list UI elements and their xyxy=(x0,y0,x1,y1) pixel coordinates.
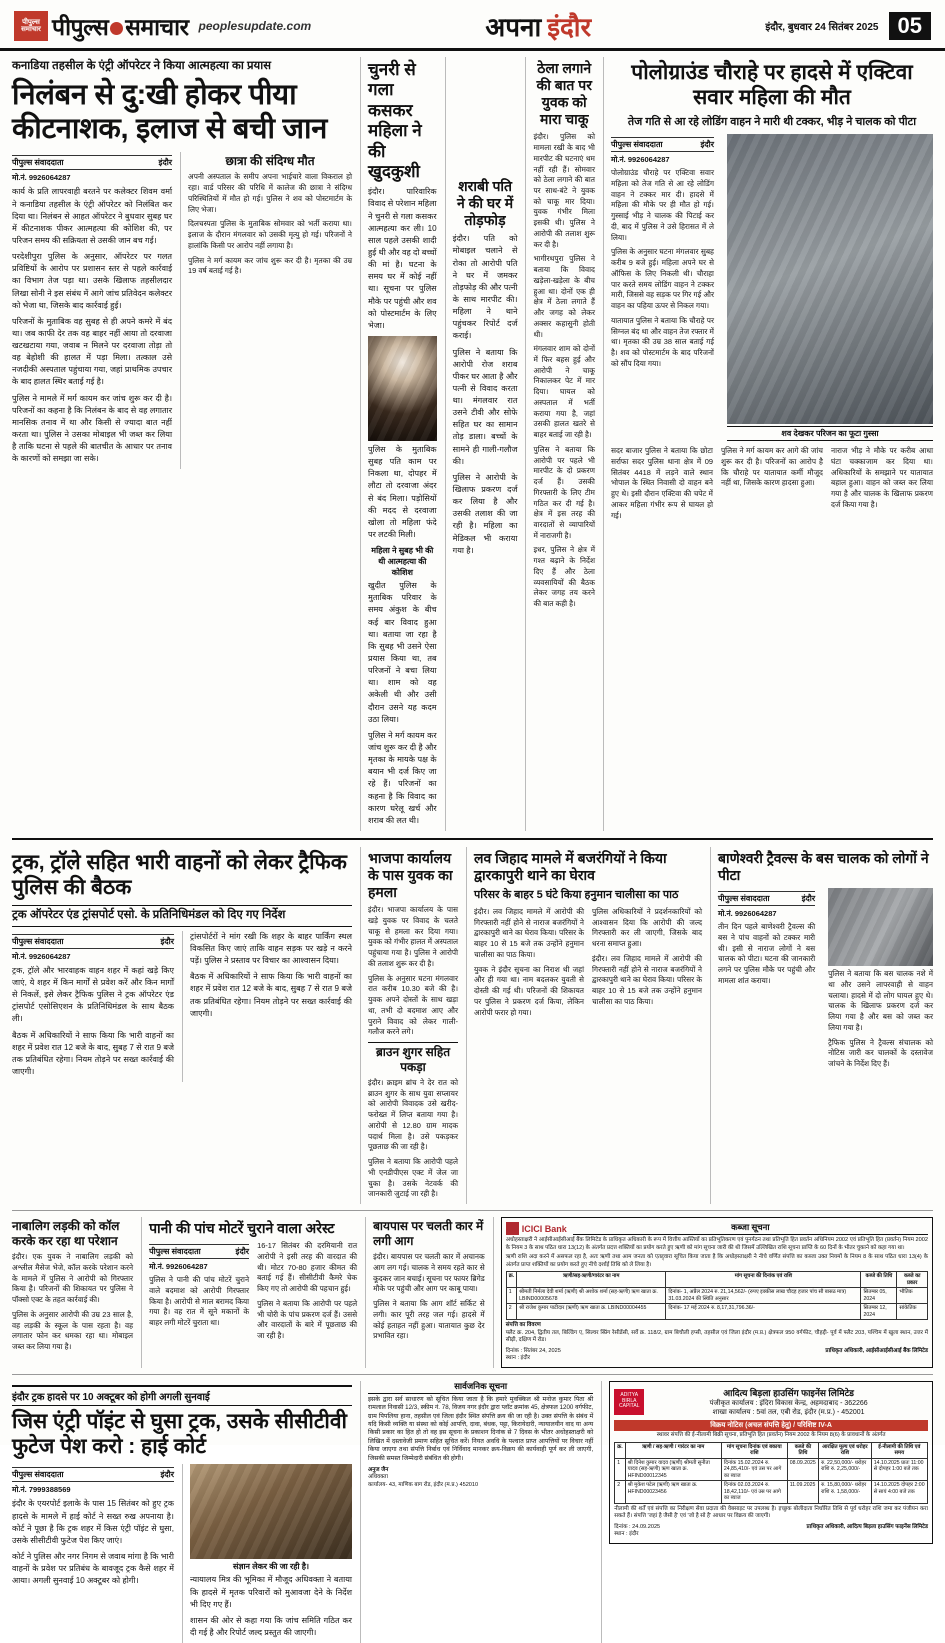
aditya-r0c3: 08.09.2025 xyxy=(787,1458,818,1481)
chunari-para-3: खुदीत पुलिस के मुताबिक परिवार के समय अंकुश के बीच कई बार विवाद हुआ था। बताया जा रहा है कि सुबह भी उसने ऐसा प्रयास किया था, तब परिजनों ने बचा लिया था। शाम को वह अकेली थी और उसी दौरान उसने यह कदम उठा लिया। xyxy=(368,581,437,724)
motor-col-1 xyxy=(149,1241,249,1346)
fourth-section xyxy=(12,1381,933,1643)
aditya-place: स्थान : इंदौर xyxy=(614,1531,639,1538)
aditya-r1c5: 14.10.2025 दोपहर 2:00 से सायं 4:00 बजे तक xyxy=(871,1481,927,1504)
aditya-r0c0: 1 xyxy=(615,1458,625,1481)
lead-para-2: परदेशीपुरा पुलिस के अनुसार, ऑपरेटर पर गलत प्रविष्टियों के आरोप पर प्रशासन स्तर से पहले कार्रवाई का विभाग तेज पड़ा था। उसके खिलाफ तहसीलदार लिखा सोनी ने इस संबंध में आगे जांच प्रतिवेदन कलेक्टर को भेजा था, जिसके बाद कार्रवाई हुई। xyxy=(12,252,173,310)
ad-public-notice xyxy=(360,1381,593,1643)
travels-columns xyxy=(718,888,933,1074)
sharabi-para-1: इंदौर। पति को मोबाइल चलाने से रोका तो आरोपी पति ने घर में जमकर तोड़फोड़ की और पत्नी के साथ मारपीट की। महिला ने थाने पहुंचकर रिपोर्ट दर्ज कराई। xyxy=(452,234,518,341)
icici-signature: प्राधिकृत अधिकारी, आईसीआईसीआई बैंक लिमिटेड xyxy=(825,1347,928,1354)
icici-r0c4: भौतिक xyxy=(897,1288,928,1304)
section-divider-2 xyxy=(12,1210,933,1211)
minor-headline: नाबालिग लड़की को कॉल करके कर रहा था परेशान xyxy=(12,1219,120,1249)
icici-property-text: फ्लैट क्र. 204, द्वितीय तल, बिल्डिंग ए, सिल्वर स्प्रिंग रेसीडेंसी, सर्वे क्र. 118/2, ग्राम बिचौली हप्सी, तहसील एवं जिला इंदौर (म.प्र.) क्षेत्रफल 950 वर्गफीट, चौहद्दी- पूर्व में फ्लैट 203, पश्चिम में खुला स्थान, उत्तर में सीढ़ी, दक्षिण में रोड। xyxy=(505,1329,928,1344)
byline-city: इंदौर xyxy=(801,894,816,904)
aditya-th-5: ई-नीलामी की तिथि एवं समय xyxy=(871,1442,927,1458)
photo-bus-driver xyxy=(828,888,933,966)
story-sharabi-pati xyxy=(445,57,518,831)
chunari-para-1: इंदौर। पारिवारिक विवाद से परेशान महिला ने चुनरी से गला कसकर आत्महत्या कर ली। 10 साल पहले उसकी शादी हुई थी और वह दो बच्चों की मां है। घटना के समय घर में कोई नहीं था। सूचना पर पुलिस मौके पर पहुंची और शव को पोस्टमार्टम के लिए भेजा। xyxy=(368,187,437,330)
motor-para-1: पुलिस ने पानी की पांच मोटरें चुराने वाले बदमाश को आरोपी गिरफ्तार किया है। आरोपी से माल बरामद किया गया है। वह रात में सूने मकानों के बाहर लगी मोटरें चुराता था। xyxy=(149,1275,250,1328)
story-highcourt xyxy=(12,1381,352,1643)
travels-para-3: ट्रैफिक पुलिस ने ट्रैवल्स संचालक को नोटिस जारी कर चालकों के दस्तावेज जांचने के निर्देश दिए हैं। xyxy=(828,1037,933,1068)
pologround-col-4 xyxy=(831,446,933,525)
lovejihad-columns xyxy=(474,907,702,1022)
table-row xyxy=(506,1288,927,1304)
edition-title-part1: अपना xyxy=(485,12,542,42)
sharabi-headline: शराबी पति ने की घर में तोड़फोड़ xyxy=(456,178,514,229)
motor-headline: पानी की पांच मोटरें चुराने वाला अरेस्ट xyxy=(149,1220,335,1237)
traffic-para-3b: बैठक में अधिकारियों ने साफ किया कि भारी वाहनों का शहर में प्रवेश रात 12 बजे के बाद, सुबह 7 से रात 9 बजे तक प्रतिबंधित रहेगा। नियम तोड़ने पर सख्त कार्रवाई की जाएगी। xyxy=(190,972,352,1018)
table-row xyxy=(506,1304,927,1320)
pologround-byline xyxy=(611,137,714,152)
sidestory-heading: छात्रा की संदिग्ध मौत xyxy=(225,154,315,169)
icici-intro-2: ऋणी राशि अदा करने में असफल रहा है, अतः ऋणी तथा आम जनता को एतद्द्वारा सूचित किया जाता है कि अधोहस्ताक्षरी ने नीचे वर्णित संपत्ति का कब्जा उक्त नियमों के नियम 8 के साथ पठित धारा 13(4) के अंतर्गत प्राप्त शक्तियों का प्रयोग करते हुए नीचे दर्शाई तिथि को ले लिया है। xyxy=(505,1254,928,1268)
traffic-mobile: मो.नं. 9926064287 xyxy=(12,951,71,961)
icici-logo-icon xyxy=(506,1222,519,1235)
thela-para-2: भागीरथपुरा पुलिस ने बताया कि विवाद खड़ेला-खड़ेला के बीच हुआ था। दोनों एक ही क्षेत्र में ठेला लगाते हैं और जगह को लेकर अक्सर कहासुनी होती थी। xyxy=(533,254,595,339)
byline-paper: पीपुल्स संवाददाता xyxy=(12,936,64,946)
third-section xyxy=(12,1217,933,1368)
aditya-birla-logo-icon: ADITYA BIRLA CAPITAL xyxy=(614,1389,644,1415)
aditya-th-4: आरक्षित मूल्य एवं धरोहर राशि xyxy=(819,1442,872,1458)
page-number: 05 xyxy=(889,12,931,40)
masthead xyxy=(0,0,945,51)
icici-logo-block xyxy=(506,1222,567,1235)
second-section xyxy=(12,847,933,1204)
bjp-headline: भाजपा कार्यालय के पास युवक का हमला xyxy=(368,849,453,901)
lead-byline xyxy=(12,155,172,170)
motor-para-2: 16-17 सितंबर की दरमियानी रात आरोपी ने इसी तरह की वारदात की थी। मोटर 70-80 हजार कीमत की बताई गई हैं। सीसीटीवी कैमरे चेक किए गए तो आरोपी की पहचान हुई। xyxy=(257,1241,358,1294)
byline-paper: पीपुल्स संवाददाता xyxy=(610,140,663,150)
aditya-r1c4: रु. 15,80,000/- धरोहर राशि रु. 1,58,000/- xyxy=(819,1481,872,1504)
edition-title xyxy=(485,8,591,44)
aditya-r1c1: श्री मुकेश पटेल (ऋणी) ऋण खाता क्र. HFIND00023456 xyxy=(625,1481,721,1504)
public-notice-sign-desig: अधिवक्ता xyxy=(368,1474,388,1481)
thela-para-1: इंदौर। पुलिस को मामला रखी के बाद भी मारपीट की घटनाएं थम नहीं रही हैं। सोमवार को ठेला लगाने की बात पर साथ-बंटे ने युवक को चाकू मार दिया। युवक गंभीर मिला इसकी थी। पुलिस ने आरोपी की तलाश शुरू कर दी है। xyxy=(533,132,595,249)
highcourt-col-2 xyxy=(182,1464,352,1643)
story-love-jihad xyxy=(466,847,702,1204)
highcourt-col-1 xyxy=(12,1464,174,1643)
traffic-col-2 xyxy=(182,931,352,1082)
highcourt-para-4: शासन की ओर से कहा गया कि जांच समिति गठित कर दी गई है और रिपोर्ट जल्द प्रस्तुत की जाएगी। xyxy=(190,1615,352,1637)
byline-paper: पीपुल्स संवाददाता xyxy=(12,158,64,168)
aditya-r1c2: दिनांक 02.03.2024 रु. 18,42,110/- एवं उस पर आगे का ब्याज xyxy=(721,1481,787,1504)
masthead-left xyxy=(14,10,311,42)
aditya-terms: नीलामी की शर्तें एवं संपत्ति का निरीक्षण सेवा प्रदाता की वेबसाइट पर उपलब्ध है। इच्छुक बोलीदाता निर्धारित तिथि से पूर्व धरोहर राशि जमा कर पंजीयन करा सकते हैं। संपत्ति 'जहां है जैसी है' एवं 'जो है सो है' आधार पर विक्रय की जाएगी। xyxy=(614,1505,928,1520)
aditya-date: दिनांक : 24.09.2025 xyxy=(614,1523,661,1530)
pologround-photo-caption: शव देखकर परिजन का फूटा गुस्सा xyxy=(727,426,933,441)
aditya-r0c4: रु. 22,50,000/- धरोहर राशि रु. 2,25,000/- xyxy=(819,1458,872,1481)
traffic-para-3: ट्रांसपोर्टरों ने मांग रखी कि शहर के बाहर पार्किंग स्थल विकसित किए जाएं ताकि वाहन सड़क पर खड़े न करने पड़ें। पुलिस ने प्रस्ताव पर विचार का आश्वासन दिया। xyxy=(190,931,352,966)
icici-r0c2: दिनांक- 1, अप्रैल 2024 रु. 21,14,562/- (रुपए इक्कीस लाख चौदह हजार पांच सौ बासठ मात्र) 31.03.2024 की स्थिति अनुसार xyxy=(666,1288,861,1304)
pologround-para-2: पुलिस के अनुसार घटना मंगलवार सुबह करीब 9 बजे हुई। महिला अपने घर से ऑफिस के लिए निकली थी। चौराहा पार करते समय लोडिंग वाहन ने टक्कर मारी, जिससे वह सड़क पर गिर गई और वाहन का पहिया ऊपर से निकल गया। xyxy=(610,247,714,311)
lead-headline: निलंबन से दु:खी होकर पीया कीटनाशक, इलाज से बची जान xyxy=(12,78,328,146)
aditya-r0c2: दिनांक 15.02.2024 रु. 24,85,410/- एवं उस पर आगे का ब्याज xyxy=(721,1458,787,1481)
bjp-para-1: इंदौर। भाजपा कार्यालय के पास खड़े युवक पर विवाद के चलते चाकू से हमला कर दिया गया। युवक को गंभीर हालत में अस्पताल पहुंचाया गया है। पुलिस ने आरोपी की तलाश शुरू कर दी है। xyxy=(368,905,458,968)
lead-col-1 xyxy=(12,152,172,469)
thela-para-4: पुलिस ने बताया कि आरोपी पर पहले भी मारपीट के दो प्रकरण दर्ज हैं। उसकी गिरफ्तारी के लिए टीम गठित कर दी गई है। क्षेत्र में इस तरह की वारदातों से व्यापारियों में नाराजगी है। xyxy=(533,444,595,540)
edition-title-part2: इंदौर xyxy=(547,12,592,42)
lead-story xyxy=(12,57,352,831)
lovejihad-para-4: इंदौर। लव जिहाद मामले में आरोपी की गिरफ्तारी नहीं होने से नाराज बजरंगियों ने द्वारकापुरी थाने का घेराव किया। परिसर के बाहर 10 से 15 बजे तक उन्होंने हनुमान चालीसा का पाठ किया। xyxy=(592,953,702,1006)
logo-text: पीपुल्स समाचार xyxy=(52,14,189,40)
icici-property-heading: संपत्ति का विवरण xyxy=(505,1322,541,1329)
highcourt-para-1: इंदौर के एयरपोर्ट इलाके के पास 15 सितंबर को हुए ट्रक हादसे के मामले में हाई कोर्ट ने सख्त रुख अपनाया है। कोर्ट ने पूछा है कि ट्रक शहर में किस एंट्री पॉइंट से घुसा, उसके सीसीटीवी फुटेज पेश किए जाएं। xyxy=(12,1499,174,1545)
pologround-para-4: सदर बाजार पुलिस ने बताया कि छोटा सर्राफा सदर पुलिस थाना क्षेत्र में 09 सितंबर 4418 में लड़ने वाले स्थान भोपाल के स्थित निवासी दो वाहन बने हुए थे। इसी दौरान एक्टिवा की चपेट में आकर महिला गंभीर रूप से घायल हो गई। xyxy=(610,446,713,520)
travels-para-2: पुलिस ने बताया कि बस चालक नशे में था और उसने लापरवाही से वाहन चलाया। हादसे में दो लोग घायल हुए थे। चालक के खिलाफ प्रकरण दर्ज कर लिया गया है और बस को जब्त कर लिया गया है। xyxy=(828,969,933,1032)
photo-hanging-cloth xyxy=(368,336,437,441)
pologround-para-3: यातायात पुलिस ने बताया कि चौराहे पर सिग्नल बंद था और वाहन तेज रफ्तार में था। मृतका की उम्र 38 साल बताई गई है। शव को पोस्टमार्टम के बाद परिजनों को सौंप दिया गया। xyxy=(610,315,714,368)
highcourt-para-3: न्यायालय मित्र की भूमिका में मौजूद अधिवक्ता ने बताया कि हादसे में मृतक परिवारों को मुआवजा देने के निर्देश भी दिए गए हैं। xyxy=(190,1575,352,1609)
icici-ad-box xyxy=(501,1217,933,1368)
pologround-bottom-cols xyxy=(611,446,933,525)
icici-place: स्थान : इंदौर xyxy=(505,1355,531,1362)
icici-table-header-row xyxy=(506,1272,927,1288)
lead-columns xyxy=(12,152,352,469)
sharabi-para-2: पुलिस ने बताया कि आरोपी रोज शराब पीकर घर आता है और पत्नी से विवाद करता था। मंगलवार रात उसने टीवी और सोफे सहित घर का सामान तोड़ डाला। बच्चों के सामने ही गाली-गलौज की। xyxy=(452,347,518,466)
highcourt-mobile: मो.नं. 7999388569 xyxy=(12,1485,71,1495)
website-url: peoplesupdate.com xyxy=(198,19,312,33)
aditya-notice-title: विक्रय नोटिस (अचल संपत्ति हेतु) / परिशिष्ट IV-A xyxy=(614,1420,928,1431)
minor-para-2: पुलिस के अनुसार आरोपी की उम्र 23 साल है, वह लड़की के स्कूल के पास रहता है। वह लगातार फोन कर धमका रहा था। मोबाइल जब्त कर लिया गया है। xyxy=(12,1309,134,1351)
pologround-subhead: तेज गति से आ रहे लोडिंग वाहन ने मारी थी टक्कर, भीड़ ने चालक को पीटा xyxy=(627,116,917,129)
aditya-notice-sub: स्थावर संपत्ति की ई-नीलामी बिक्री सूचना, प्रतिभूति हित (प्रवर्तन) नियम 2002 के नियम 8(6) के प्रावधानों के अंतर्गत xyxy=(656,1432,886,1439)
icici-bank-name: ICICI Bank xyxy=(521,1223,567,1234)
lovejihad-col-1 xyxy=(474,907,584,1022)
icici-date: दिनांक : सितंबर 24, 2025 xyxy=(505,1347,561,1354)
story-travels-driver xyxy=(710,847,933,1204)
sidestory-para-2: दिलचस्पता पुलिस के मुताबिक सोमवार को भर्ती कराया था। इलाज के दौरान मंगलवार को उसकी मृत्यु हो गई। परिजनों ने हालांकि किसी पर आरोप नहीं लगाया है। xyxy=(188,219,352,250)
thela-para-5: इधर, पुलिस ने क्षेत्र में गश्त बढ़ाने के निर्देश दिए हैं और ठेला व्यवसायियों की बैठक लेकर जगह तय करने की बात कही है। xyxy=(533,545,595,609)
photo-gavel xyxy=(190,1464,352,1559)
story-pologround xyxy=(603,57,933,831)
motor-byline xyxy=(149,1244,249,1259)
publication-logo xyxy=(14,10,189,42)
carfire-headline: बायपास पर चलती कार में लगी आग xyxy=(373,1219,484,1249)
ad-icici-possession-notice xyxy=(493,1217,933,1368)
minor-para-1: इंदौर। एक युवक ने नाबालिग लड़की को अश्लील मैसेज भेजे, कॉल करके परेशान करने के मामले में पुलिस ने आरोपी को गिरफ्तार किया है। परिजनों की शिकायत पर पुलिस ने पॉक्सो एक्ट के तहत कार्रवाई की। xyxy=(12,1252,134,1305)
aditya-th-2: मांग सूचना दिनांक एवं बकाया राशि xyxy=(721,1442,787,1458)
aditya-r1c3: 11.09.2025 xyxy=(787,1481,818,1504)
table-row xyxy=(615,1458,928,1481)
story-car-fire xyxy=(365,1217,485,1368)
byline-paper: पीपुल्स संवाददाता xyxy=(12,1470,64,1480)
section-divider-1 xyxy=(12,838,933,840)
icici-th-2: मांग सूचना की दिनांक एवं राशि xyxy=(666,1272,861,1288)
icici-r0c3: सितम्बर 05, 2024 xyxy=(861,1288,897,1304)
chunari-para-4: पुलिस ने मर्ग कायम कर जांच शुरू कर दी है और मृतका के मायके पक्ष के बयान भी दर्ज किए जा रहे हैं। परिजनों का कहना है कि विवाद का कारण घरेलू खर्च और शराब की लत थी। xyxy=(368,730,437,825)
lead-mobile: मो.नं. 9926064287 xyxy=(12,173,71,183)
aditya-th-1: ऋणी / सह-ऋणी / गारंटर का नाम xyxy=(625,1442,721,1458)
icici-th-1: ऋणी/सह-ऋणी/गारंटर का नाम xyxy=(517,1272,666,1288)
public-notice-sign-name: अनुज जैन xyxy=(368,1466,389,1473)
pologround-columns xyxy=(611,134,933,443)
story-chunari xyxy=(360,57,437,831)
aditya-company-name: आदित्य बिड़ला हाउसिंग फाइनेंस लिमिटेड xyxy=(723,1388,854,1399)
traffic-para-2: बैठक में अधिकारियों ने साफ किया कि भारी वाहनों का शहर में प्रवेश रात 12 बजे के बाद, सुबह 7 से रात 9 बजे तक प्रतिबंधित रहेगा। नियम तोड़ने पर सख्त कार्रवाई की जाएगी। xyxy=(12,1030,174,1076)
lead-para-4: पुलिस ने मामले में मर्ग कायम कर जांच शुरू कर दी है। परिजनों का कहना है कि निलंबन के बाद से वह लगातार मानसिक तनाव में था और किसी से ज्यादा बात नहीं करता था। पुलिस ने उसका मोबाइल भी जब्त कर लिया है ताकि घटना से पहले की बातचीत के आधार पर तनाव के कारणों को समझा जा सके। xyxy=(12,393,173,464)
motor-col-2 xyxy=(257,1241,357,1346)
aditya-th-3: कब्जे की तिथि xyxy=(787,1442,818,1458)
traffic-col-1 xyxy=(12,931,174,1082)
pologround-col-1 xyxy=(611,134,714,443)
table-row xyxy=(615,1481,928,1504)
highcourt-headline: जिस एंट्री पॉइंट से घुसा ट्रक, उसके सीसीटीवी फुटेज पेश करो : हाई कोर्ट xyxy=(12,1410,347,1459)
lovejihad-para-2: युवक ने इंदौर सूचना का निराश थी जहां और ही गया था। नाम बदलकर युवती से दोस्ती की गई थी। परिजनों की शिकायत पर पुलिस ने प्रकरण दर्ज किया, लेकिन आरोपी फरार हो गया। xyxy=(474,964,584,1017)
travels-para-1: तीन दिन पहले बाणेश्वरी ट्रैवल्स की बस ने पांच वाहनों को टक्कर मारी थी। इसी से नाराज लोगों ने बस चालक को पीटा। घटना की जानकारी लगने पर पुलिस मौके पर पहुंची और मामला शांत कराया। xyxy=(718,922,816,985)
pologround-photo-wrap xyxy=(722,134,933,443)
pologround-headline: पोलोग्राउंड चौराहे पर हादसे में एक्टिवा सवार महिला की मौत xyxy=(631,61,913,110)
sharabi-para-3: पुलिस ने आरोपी के खिलाफ प्रकरण दर्ज कर लिया है और उसकी तलाश की जा रही है। महिला का मेडिकल भी कराया गया है। xyxy=(452,472,518,555)
motor-para-3: पुलिस ने बताया कि आरोपी पर पहले भी चोरी के पांच प्रकरण दर्ज हैं। उससे और वारदातों के बारे में पूछताछ की जा रही है। xyxy=(257,1298,358,1341)
motor-mobile: मो.नं. 9926064287 xyxy=(149,1262,208,1272)
public-notice-body: इसके द्वारा सर्व साधारण को सूचित किया जाता है कि हमारे मुवक्किल श्री मनोज कुमार पिता श्री रामलाल निवासी 12/3, स्कीम नं. 78, विजय नगर इंदौर द्वारा प्लॉट क्रमांक 45, क्षेत्रफल 1200 वर्गफीट, ग्राम पिपलिया हाना, तहसील एवं जिला इंदौर स्थित संपत्ति क्रय की जा रही है। उक्त संपत्ति के संबंध में यदि किसी व्यक्ति या संस्था को कोई आपत्ति, दावा, बंधक, पट्टा, किरायेदारी, न्यायालयीन वाद या अन्य किसी प्रकार का हित हो तो वह इस सूचना के प्रकाशन दिनांक से 7 दिवस के भीतर अधोहस्ताक्षरी को लिखित में दस्तावेजी प्रमाण सहित सूचित करें। नियत अवधि के पश्चात प्राप्त आपत्तियों पर विचार नहीं किया जाएगा तथा संपत्ति निर्बाध एवं निर्विवाद मानकर क्रय-विक्रय की कार्यवाही पूर्ण कर ली जाएगी, जिसकी समस्त जिम्मेदारी संबंधित की होगी। xyxy=(368,1396,594,1462)
aditya-reg-address: पंजीकृत कार्यालय : इंदिरा विकास केन्द्र, अहमदाबाद - 362266 xyxy=(709,1400,868,1408)
lovejihad-subhead: परिसर के बाहर 5 घंटे किया हनुमान चालीसा का पाठ xyxy=(474,889,679,902)
icici-r1c3: सितम्बर 12, 2024 xyxy=(861,1304,897,1320)
logo-dot-icon xyxy=(110,22,123,35)
aditya-r1c0: 2 xyxy=(615,1481,625,1504)
section-divider-3 xyxy=(12,1374,933,1375)
thela-headline: ठेला लगाने की बात पर युवक को मारा चाकू xyxy=(536,60,592,128)
lovejihad-headline: लव जिहाद मामले में बजरंगियों ने किया द्वारकापुरी थाने का घेराव xyxy=(474,849,667,884)
ad-aditya-birla xyxy=(601,1381,933,1643)
brownsugar-para-1: इंदौर। क्राइम ब्रांच ने देर रात को ब्राउन शुगर के साथ युवा सप्लायर को आरोपी विवादक उसे खरीद-फरोख्त में लिप्त बताया गया है। आरोपी से 12.80 ग्राम मादक पदार्थ मिला है। उसे पकड़कर पूछताछ की जा रही है। xyxy=(368,1078,458,1152)
carfire-para-1: इंदौर। बायपास पर चलती कार में अचानक आग लग गई। चालक ने समय रहते कार से कूदकर जान बचाई। सूचना पर फायर ब्रिगेड मौके पर पहुंची और आग पर काबू पाया। xyxy=(373,1252,485,1294)
public-notice-title: सार्वजनिक सूचना xyxy=(368,1381,593,1394)
lead-para-3: परिजनों के मुताबिक वह सुबह से ही अपने कमरे में बंद था। जब काफी देर तक वह बाहर नहीं आया तो दरवाजा खटखटाया गया, जवाब न मिलने पर दरवाजा तोड़ा तो वह बेहोशी की हालत में पड़ा मिला। तत्काल उसे नजदीकी अस्पताल पहुंचाया गया, जहां प्राथमिक उपचार के बाद हालत स्थिर बताई गई है। xyxy=(12,316,173,387)
icici-r1c4: सांकेतिक xyxy=(897,1304,928,1320)
icici-r0c1: श्रीमती निर्मला देवी शर्मा (ऋणी) श्री अशोक शर्मा (सह-ऋणी) ऋण खाता क्र. LBIND00005678 xyxy=(517,1288,666,1304)
story-traffic-meeting xyxy=(12,847,352,1204)
pologround-para-5: पुलिस ने मर्ग कायम कर आगे की जांच शुरू कर दी है। परिजनों का आरोप है कि चौराहे पर यातायात कर्मी मौजूद नहीं था, जिसके कारण हादसा हुआ। xyxy=(720,446,823,488)
carfire-para-2: पुलिस ने बताया कि आग शॉर्ट सर्किट से लगी। कार पूरी तरह जल गई। हादसे में कोई हताहत नहीं हुआ। यातायात कुछ देर प्रभावित रहा। xyxy=(373,1299,485,1341)
travels-headline: बाणेश्वरी ट्रैवल्स के बस चालक को लोगों ने पीटा xyxy=(718,849,929,884)
icici-r1c2: दिनांक- 17 मई 2024 रु. 8,17,31,796.36/- xyxy=(666,1304,861,1320)
aditya-branch-address: शाखा कार्यालय : 5वां तल, एबी रोड, इंदौर (म.प्र.) - 452001 xyxy=(712,1409,865,1417)
aditya-r0c5: 14.10.2025 प्रातः 11:00 से दोपहर 1:00 बजे तक xyxy=(871,1458,927,1481)
travels-mobile: मो.नं. 9926064287 xyxy=(718,909,777,919)
traffic-subhead: ट्रक ऑपरेटर एंड ट्रांसपोर्ट एसो. के प्रतिनिधिमंडल को दिए गए निर्देश xyxy=(12,905,352,927)
lead-col-2 xyxy=(180,152,352,469)
icici-intro-1: अधोहस्ताक्षरी ने आईसीआईसीआई बैंक लिमिटेड के प्राधिकृत अधिकारी के रूप में वित्तीय आस्तियों का प्रतिभूतिकरण एवं पुनर्गठन तथा प्रतिभूति हित प्रवर्तन अधिनियम 2002 एवं प्रतिभूति हित (प्रवर्तन) नियम 2002 के नियम 3 के साथ पठित धारा 13(12) के अंतर्गत प्रदत्त शक्तियों का प्रयोग करते हुए ऋणी को मांग सूचना जारी की थी जिसमें उल्लिखित राशि सूचना प्राप्ति के 60 दिनों के भीतर चुकाने को कहा गया था। xyxy=(505,1237,928,1251)
lovejihad-para-1: इंदौर। लव जिहाद मामले में आरोपी की गिरफ्तारी नहीं होने से नाराज बजरंगियों ने द्वारकापुरी थाने का घेराव किया। परिसर के बाहर 10 से 15 बजे तक उन्होंने हनुमान चालीसा का पाठ किया। xyxy=(474,906,584,959)
pologround-col-3 xyxy=(721,446,823,525)
icici-r1c1: श्री राजेश कुमार पाटीदार (ऋणी) ऋण खाता क्र. LBIND00004455 xyxy=(517,1304,666,1320)
public-notice-sign-addr: कार्यालय- 43, माणिक बाग रोड, इंदौर (म.प्र.) 452010 xyxy=(368,1481,479,1488)
top-section xyxy=(12,57,933,831)
photo-accident-scene xyxy=(727,134,933,424)
highcourt-byline xyxy=(12,1467,174,1482)
brownsugar-para-2: पुलिस ने बताया कि आरोपी पहले भी एनडीपीएस एक्ट में जेल जा चुका है। उसके नेटवर्क की जानकारी जुटाई जा रही है। xyxy=(368,1157,458,1199)
pologround-col-2 xyxy=(611,446,713,525)
traffic-headline: ट्रक, ट्रॉले सहित भारी वाहनों को लेकर ट्रैफिक पुलिस की बैठक xyxy=(12,850,347,900)
lead-para-1: कार्य के प्रति लापरवाही बरतने पर कलेक्टर शिवम वर्मा ने कनाडिया तहसील के एंट्री ऑपरेटर को निलंबित कर दिया था। निलंबन से आहत ऑपरेटर ने बुधवार सुबह घर में कीटनाशक पीकर आत्महत्या की कोशिश की, पर परिजन समय की सक्रियता से उसकी जान बच गई। xyxy=(12,187,173,245)
travels-byline xyxy=(718,891,815,906)
story-bjp-attack xyxy=(360,847,458,1204)
lead-kicker: कनाडिया तहसील के एंट्री ऑपरेटर ने किया आत्महत्या का प्रयास xyxy=(12,60,271,72)
pologround-para-6: नाराज भीड़ ने मौके पर करीब आधा घंटा चक्काजाम कर दिया था। अधिकारियों के समझाने पर यातायात बहाल हुआ। वाहन को जब्त कर लिया गया है और चालक के खिलाफ प्रकरण दर्ज किया गया है। xyxy=(830,446,933,509)
icici-th-0: क्र. xyxy=(506,1272,516,1288)
icici-notice-heading: कब्जा सूचना xyxy=(573,1222,928,1235)
page-body xyxy=(0,51,945,1643)
chunari-headline: चुनरी से गला कसकर महिला ने की खुदकुशी xyxy=(368,60,422,181)
highcourt-strip: इंदौर ट्रक हादसे पर 10 अक्टूबर को होगी अगली सुनवाई xyxy=(12,1385,352,1406)
byline-city: इंदौर xyxy=(160,936,174,946)
masthead-right xyxy=(765,12,931,40)
aditya-r0c1: श्री दिनेश कुमार यादव (ऋणी) श्रीमती सुनीता यादव (सह-ऋणी) ऋण खाता क्र. HFIND00012345 xyxy=(625,1458,721,1481)
byline-paper: पीपुल्स संवाददाता xyxy=(718,894,770,904)
sidestory-para-1: अपनी अस्पताल के समीप अपना भाईचारे वाला विकराल हो रहा। वार्ड परिसर की परिधि में कालेज की छात्रा ने संदिग्ध परिस्थितियों में मौत हो गई। पुलिस ने शव को पोस्टमार्टम के लिए भेजा। xyxy=(188,172,352,214)
story-motor-theft xyxy=(141,1217,357,1368)
byline-paper: पीपुल्स संवाददाता xyxy=(149,1247,201,1257)
traffic-byline xyxy=(12,934,174,949)
byline-city: इंदौर xyxy=(235,1247,250,1257)
story-minor-harassment xyxy=(12,1217,133,1368)
aditya-auction-table xyxy=(614,1442,928,1504)
brownsugar-headline: ब्राउन शुगर सहित पकड़ा xyxy=(368,1042,458,1075)
travels-col-2 xyxy=(823,888,933,1074)
highcourt-photo-caption: संज्ञान लेकर की जा रही है। xyxy=(232,1562,310,1572)
icici-th-3: कब्जे की तिथि xyxy=(861,1272,897,1288)
pologround-mobile: मो.नं. 9926064287 xyxy=(610,155,670,165)
aditya-ad-box xyxy=(609,1381,933,1544)
highcourt-columns xyxy=(12,1464,352,1643)
thela-para-3: मंगलवार शाम को दोनों में फिर बहस हुई और आरोपी ने चाकू निकालकर पेट में मार दिया। घायल को अस्पताल में भर्ती कराया गया है, जहां उसकी हालत खतरे से बाहर बताई जा रही है। xyxy=(533,344,595,440)
motor-columns xyxy=(149,1241,357,1346)
story-thela xyxy=(525,57,595,831)
traffic-columns xyxy=(12,931,352,1082)
byline-city: इंदौर xyxy=(160,1470,174,1480)
lovejihad-para-3: पुलिस अधिकारियों ने प्रदर्शनकारियों को आश्वासन दिया कि आरोपी की जल्द गिरफ्तारी कर ली जाएगी, जिसके बाद धरना समाप्त हुआ। xyxy=(592,906,702,949)
byline-city: इंदौर xyxy=(158,158,173,168)
aditya-th-0: क्र. xyxy=(615,1442,625,1458)
aditya-signature: प्राधिकृत अधिकारी, आदित्य बिड़ला हाउसिंग फाइनेंस लिमिटेड xyxy=(806,1523,928,1530)
byline-city: इंदौर xyxy=(700,140,714,150)
icici-r1c0: 2 xyxy=(506,1304,516,1320)
chunari-photo-caption: महिला ने सुबह भी की थी आत्महत्या की कोशिश xyxy=(371,546,434,578)
icici-r0c0: 1 xyxy=(506,1288,516,1304)
edition-date: इंदौर, बुधवार 24 सितंबर 2025 xyxy=(765,22,879,33)
bjp-para-2: पुलिस के अनुसार घटना मंगलवार रात करीब 10.30 बजे की है। युवक अपने दोस्तों के साथ खड़ा था, तभी दो बदमाश आए और पुराने विवाद को लेकर गाली-गलौज करने लगे। xyxy=(368,973,458,1037)
icici-th-4: कब्जे का प्रकार xyxy=(897,1272,928,1288)
chunari-para-2: पुलिस के मुताबिक सुबह पति काम पर निकला था, दोपहर में लौटा तो दरवाजा अंदर से बंद मिला। पड़ोसियों की मदद से दरवाजा खोला तो महिला फंदे पर लटकी मिली। xyxy=(368,445,437,540)
travels-col-1 xyxy=(718,888,815,1074)
logo-mark-icon: पीपुल्स समाचार xyxy=(14,11,48,41)
highcourt-para-2: कोर्ट ने पुलिस और नगर निगम से जवाब मांगा है कि भारी वाहनों के प्रवेश पर प्रतिबंध के बावजूद ट्रक कैसे शहर में आया। अगली सुनवाई 10 अक्टूबर को होगी। xyxy=(12,1551,174,1586)
sidestory-para-3: पुलिस ने मर्ग कायम कर जांच शुरू कर दी है। मृतका की उम्र 19 वर्ष बताई गई है। xyxy=(188,255,352,276)
traffic-para-1: ट्रक, ट्रॉले और भारवाहक वाहन शहर में कहां खड़े किए जाएं, ये शहर में किन मार्गों से प्रवेश करें और किन मार्गों से निकलें, इसे लेकर ट्रैफिक पुलिस ने ट्रक ऑपरेटर एंड ट्रांसपोर्ट एसोसिएशन के प्रतिनिधिमंडल के साथ बैठक ली। xyxy=(12,965,174,1024)
pologround-para-1: पोलोग्राउंड चौराहे पर एक्टिवा सवार महिला को तेज गति से आ रहे लोडिंग वाहन ने टक्कर मार दी। हादसे में महिला की मौके पर ही मौत हो गई। गुस्साई भीड़ ने चालक की पिटाई कर दी, बाद में पुलिस ने उसे हिरासत में ले लिया। xyxy=(610,168,714,242)
lovejihad-col-2 xyxy=(592,907,702,1022)
icici-notice-table xyxy=(506,1271,928,1320)
